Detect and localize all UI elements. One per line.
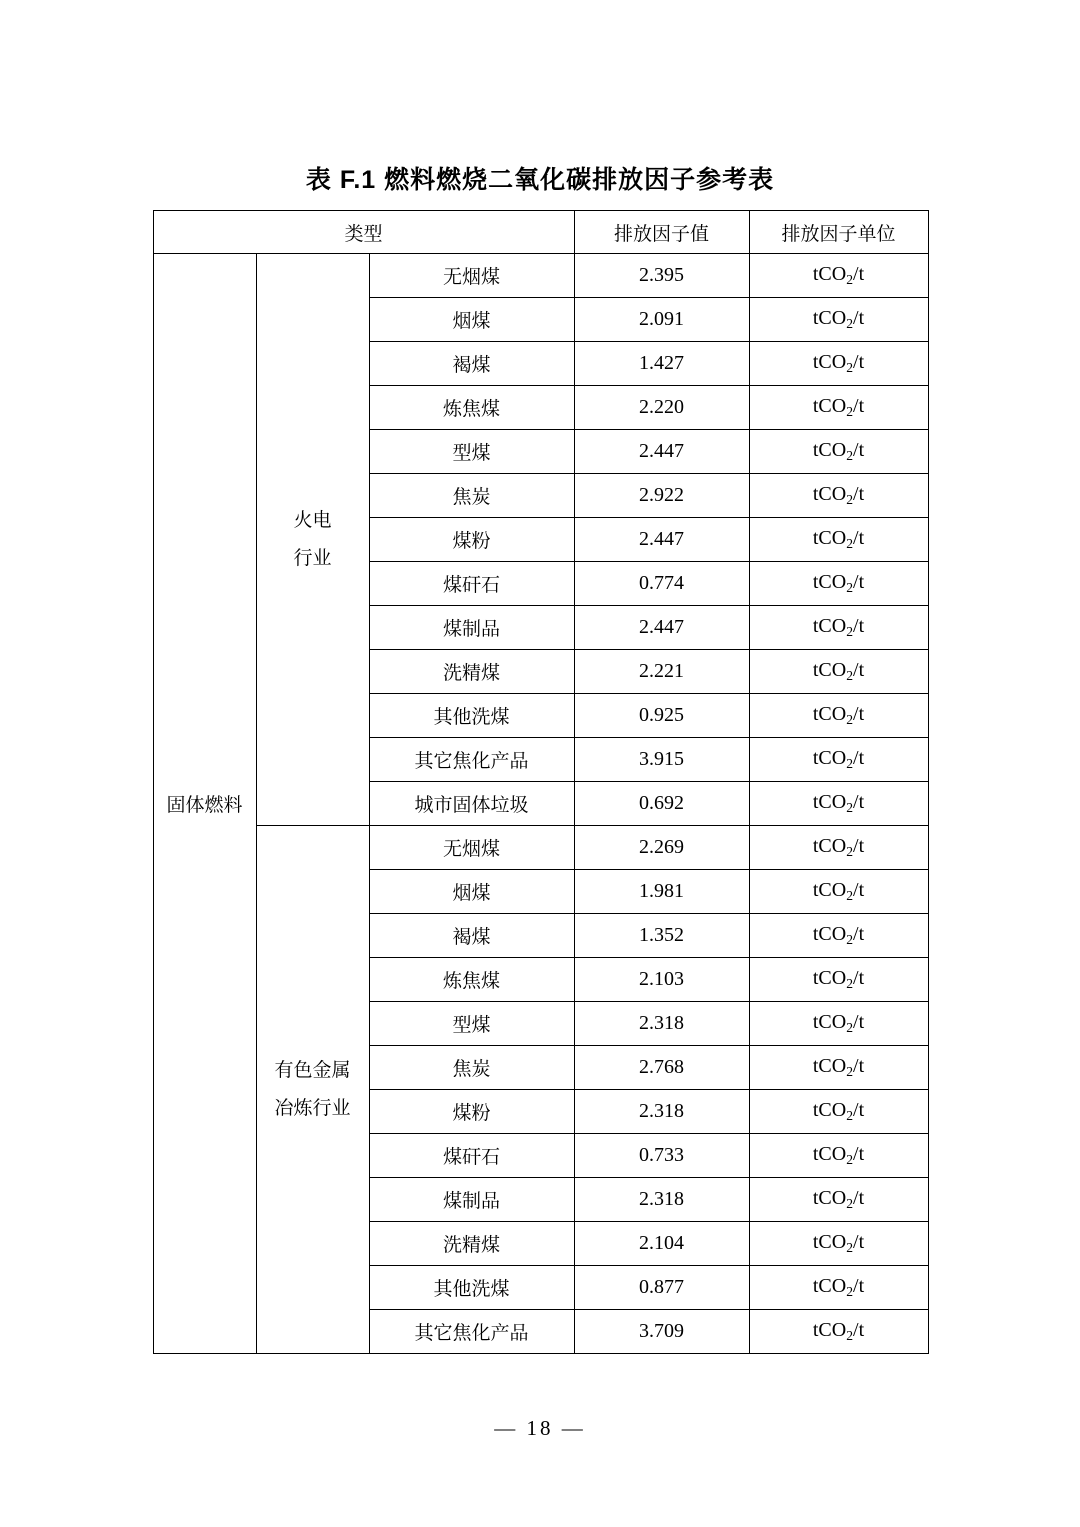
unit-cell: tCO$_2$/t [749, 1090, 928, 1134]
fuel-name-cell: 型煤 [369, 1002, 574, 1046]
fuel-name-cell: 煤制品 [369, 1178, 574, 1222]
fuel-name-cell: 煤粉 [369, 1090, 574, 1134]
unit-cell: tCO$_2$/t [749, 1266, 928, 1310]
factor-value-cell: 2.395 [574, 254, 749, 298]
factor-value-cell: 2.091 [574, 298, 749, 342]
factor-value-cell: 0.774 [574, 562, 749, 606]
industry-group-cell: 火电 行业 [256, 254, 369, 826]
factor-value-cell: 0.692 [574, 782, 749, 826]
page-number: — 18 — [494, 1416, 586, 1440]
header-category: 类型 [153, 211, 574, 254]
fuel-name-cell: 烟煤 [369, 870, 574, 914]
emission-factor-table [153, 210, 929, 1354]
unit-cell: tCO$_2$/t [749, 298, 928, 342]
factor-value-cell: 2.220 [574, 386, 749, 430]
fuel-name-cell: 其它焦化产品 [369, 738, 574, 782]
factor-value-cell: 2.269 [574, 826, 749, 870]
factor-value-cell: 2.318 [574, 1178, 749, 1222]
table-row [153, 254, 928, 298]
factor-value-cell: 2.104 [574, 1222, 749, 1266]
fuel-name-cell: 煤矸石 [369, 562, 574, 606]
factor-value-cell: 2.922 [574, 474, 749, 518]
unit-cell: tCO$_2$/t [749, 1178, 928, 1222]
fuel-class-cell: 固体燃料 [153, 254, 256, 1354]
factor-value-cell: 0.925 [574, 694, 749, 738]
fuel-name-cell: 其他洗煤 [369, 694, 574, 738]
factor-value-cell: 3.915 [574, 738, 749, 782]
unit-cell: tCO$_2$/t [749, 958, 928, 1002]
fuel-name-cell: 煤制品 [369, 606, 574, 650]
table-row [153, 826, 928, 870]
page-title: 表 F.1 燃料燃烧二氧化碳排放因子参考表 [305, 166, 775, 194]
unit-cell: tCO$_2$/t [749, 606, 928, 650]
fuel-name-cell: 型煤 [369, 430, 574, 474]
unit-cell: tCO$_2$/t [749, 254, 928, 298]
unit-cell: tCO$_2$/t [749, 474, 928, 518]
unit-cell: tCO$_2$/t [749, 1310, 928, 1354]
fuel-name-cell: 褐煤 [369, 342, 574, 386]
fuel-name-cell: 无烟煤 [369, 254, 574, 298]
fuel-name-cell: 城市固体垃圾 [369, 782, 574, 826]
factor-value-cell: 2.447 [574, 518, 749, 562]
emission-factor-table-wrap [153, 210, 928, 1354]
unit-cell: tCO$_2$/t [749, 1222, 928, 1266]
factor-value-cell: 2.768 [574, 1046, 749, 1090]
header-unit: 排放因子单位 [749, 211, 928, 254]
unit-cell: tCO$_2$/t [749, 738, 928, 782]
unit-cell: tCO$_2$/t [749, 694, 928, 738]
unit-cell: tCO$_2$/t [749, 870, 928, 914]
fuel-name-cell: 焦炭 [369, 1046, 574, 1090]
factor-value-cell: 2.447 [574, 606, 749, 650]
table-header-row [153, 211, 928, 254]
fuel-name-cell: 洗精煤 [369, 650, 574, 694]
fuel-name-cell: 炼焦煤 [369, 386, 574, 430]
factor-value-cell: 3.709 [574, 1310, 749, 1354]
fuel-name-cell: 煤粉 [369, 518, 574, 562]
factor-value-cell: 1.427 [574, 342, 749, 386]
fuel-name-cell: 褐煤 [369, 914, 574, 958]
unit-cell: tCO$_2$/t [749, 914, 928, 958]
unit-cell: tCO$_2$/t [749, 518, 928, 562]
fuel-name-cell: 烟煤 [369, 298, 574, 342]
unit-cell: tCO$_2$/t [749, 826, 928, 870]
unit-cell: tCO$_2$/t [749, 386, 928, 430]
header-value: 排放因子值 [574, 211, 749, 254]
unit-cell: tCO$_2$/t [749, 1046, 928, 1090]
unit-cell: tCO$_2$/t [749, 342, 928, 386]
fuel-name-cell: 焦炭 [369, 474, 574, 518]
factor-value-cell: 1.981 [574, 870, 749, 914]
industry-group-cell: 有色金属 冶炼行业 [256, 826, 369, 1354]
factor-value-cell: 2.447 [574, 430, 749, 474]
factor-value-cell: 1.352 [574, 914, 749, 958]
factor-value-cell: 2.221 [574, 650, 749, 694]
factor-value-cell: 0.877 [574, 1266, 749, 1310]
fuel-name-cell: 其它焦化产品 [369, 1310, 574, 1354]
fuel-name-cell: 无烟煤 [369, 826, 574, 870]
factor-value-cell: 0.733 [574, 1134, 749, 1178]
fuel-name-cell: 其他洗煤 [369, 1266, 574, 1310]
fuel-name-cell: 洗精煤 [369, 1222, 574, 1266]
factor-value-cell: 2.318 [574, 1002, 749, 1046]
factor-value-cell: 2.318 [574, 1090, 749, 1134]
factor-value-cell: 2.103 [574, 958, 749, 1002]
unit-cell: tCO$_2$/t [749, 650, 928, 694]
fuel-name-cell: 煤矸石 [369, 1134, 574, 1178]
unit-cell: tCO$_2$/t [749, 430, 928, 474]
unit-cell: tCO$_2$/t [749, 1002, 928, 1046]
unit-cell: tCO$_2$/t [749, 782, 928, 826]
unit-cell: tCO$_2$/t [749, 1134, 928, 1178]
unit-cell: tCO$_2$/t [749, 562, 928, 606]
fuel-name-cell: 炼焦煤 [369, 958, 574, 1002]
